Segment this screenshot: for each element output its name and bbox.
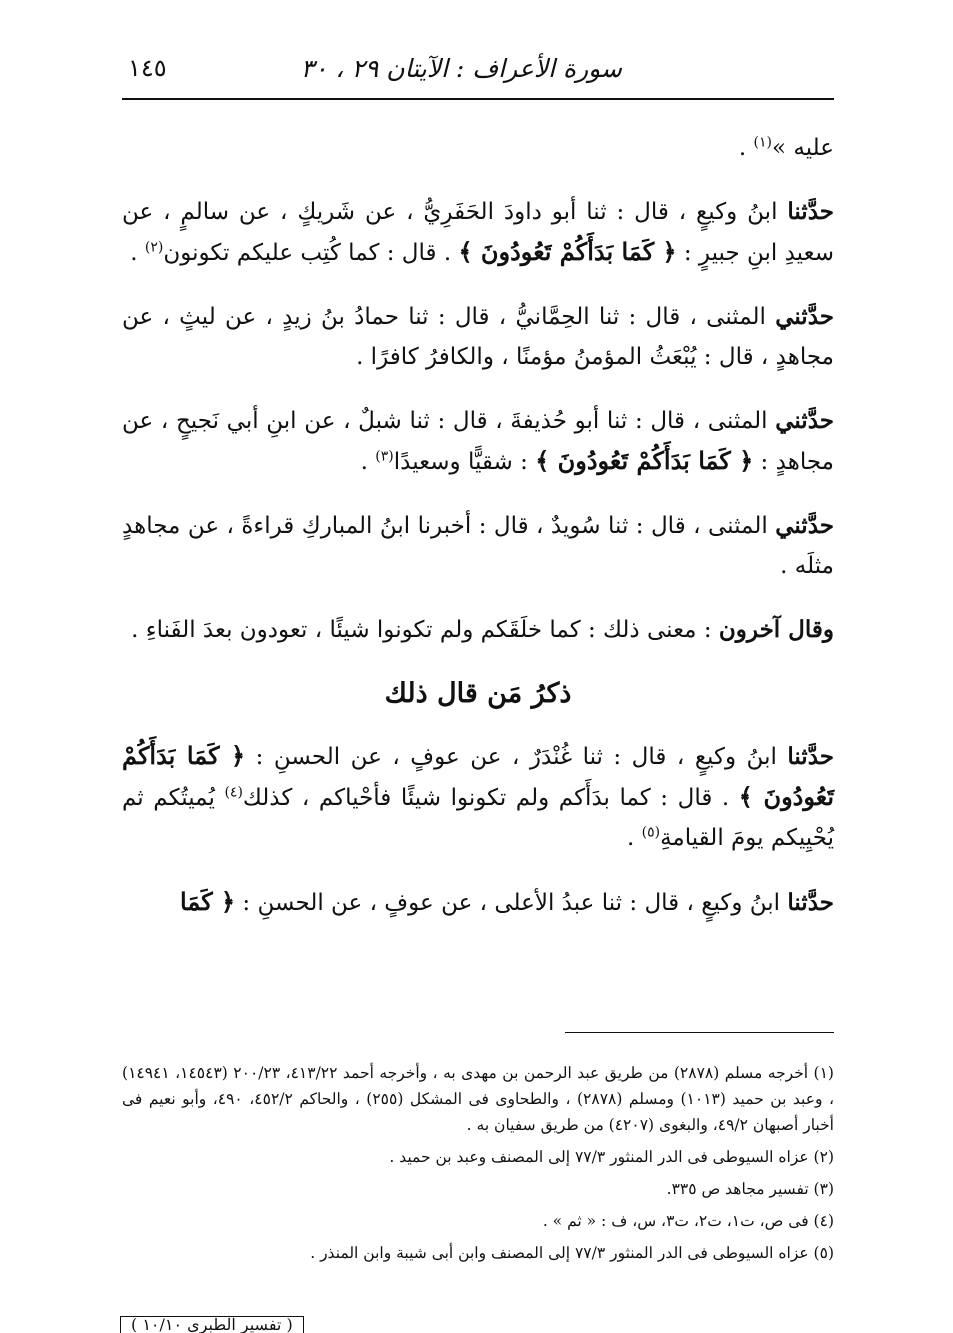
chain-lead: حدَّثنا: [787, 198, 834, 225]
running-title: سورة الأعراف : الآيتان ٢٩ ، ٣٠: [300, 54, 622, 83]
hadith-paragraph-1: حدَّثنا ابنُ وكيعٍ ، قال : ثنا أبو داودَ الحَفَرِيُّ ، عن شَريكٍ ، عن سالمٍ ، عن سعيدِ ابنِ جبيرٍ : ﴿ كَمَا بَدَأَكُمْ تَعُودُونَ ﴾ . قال : كما كُتِب عليكم تكونون$^{(٢)}$ .: [122, 198, 834, 266]
page-number: ١٤٥: [128, 54, 167, 82]
volume-reference: ( تفسير الطبرى ١٠/١٠ ): [120, 1316, 304, 1333]
footnotes: [122, 1060, 834, 1272]
quran-quote: ﴿ كَمَا بَدَأَكُمْ تَعُودُونَ ﴾: [122, 741, 835, 811]
footnote-ref-4[interactable]: (٤): [224, 784, 243, 801]
chain-lead: حدَّثنا: [787, 743, 834, 770]
footnote-2: (٢) عزاه السيوطى فى الدر المنثور ٧٧/٣ إلى المصنف وعبد بن حميد .: [389, 1148, 834, 1166]
hadith-paragraph-4: حدَّثني المثنى ، قال : ثنا سُويدٌ ، قال : أخبرنا ابنُ المباركِ قراءةً ، عن مجاهدٍ مثلَه .: [122, 512, 834, 579]
footnote-ref-2[interactable]: (٢): [144, 239, 164, 256]
hadith-paragraph-2: حدَّثني المثنى ، قال : ثنا الحِمَّانيُّ ، قال : ثنا حمادُ بنُ زيدٍ ، عن ليثٍ ، عن مجاهدٍ ، قال : يُبْعَثُ المؤمنُ مؤمنًا ، والكافرُ كافرًا .: [122, 303, 834, 370]
chain-lead: حدَّثني: [775, 303, 834, 330]
footnote-3: (٣) تفسير مجاهد ص ٣٣٥.: [666, 1180, 834, 1198]
chain-lead: حدَّثني: [775, 512, 834, 539]
main-text: [122, 128, 834, 947]
hadith-paragraph-5: حدَّثنا ابنُ وكيعٍ ، قال : ثنا غُنْدَرٌ ، عن عوفٍ ، عن الحسنِ : ﴿ كَمَا بَدَأَكُمْ تَعُودُونَ ﴾ . قال : كما بدَأَكم ولم تكونوا شيئًا فأحْياكم ، كذلك$^{(٤)}$ يُميتُكم ثم يُحْيِيكم يومَ القيامةِ$^{(٥)}$ .: [122, 741, 835, 851]
footnote-5: (٥) عزاه السيوطى فى الدر المنثور ٧٧/٣ إلى المصنف وابن أبى شيبة وابن المنذر .: [310, 1244, 834, 1262]
footnote-4: (٤) فى ص، ت١، ت٢، ت٣، س، ف : « ثم » .: [542, 1212, 834, 1230]
footnote-1: (١) أخرجه مسلم (٢٨٧٨) من طريق عبد الرحمن بن مهدى به ، وأخرجه أحمد ٤١٣/٢٢، ٢٠٠/٢٣ (١٤٥٤٣، ١٤٩٤١) ، وعبد بن حميد (١٠١٣) ومسلم (٢٨٧٨) ، والطحاوى فى المشكل (٢٥٥) ، والحاكم ٤٥٢/٢، ٤٩٠، وأبو نعيم فى أخبار أصبهان ٤٩/٢، والبغوى (٤٢٠٧) من طريق سفيان به .: [122, 1064, 834, 1134]
footnote-ref-3[interactable]: (٣): [375, 448, 394, 465]
page-header: [122, 40, 834, 100]
quran-quote: ﴿ كَمَا بَدَأَكُمْ تَعُودُونَ ﴾: [458, 237, 677, 266]
footnote-ref-5[interactable]: (٥): [641, 824, 661, 841]
footnote-divider: [565, 1032, 834, 1033]
chain-lead: حدَّثني: [775, 407, 834, 434]
chain-lead: وقال آخرون: [718, 616, 834, 643]
quran-quote: ﴿ كَمَا بَدَأَكُمْ تَعُودُونَ ﴾: [535, 446, 754, 475]
chain-lead: حدَّثنا: [787, 889, 834, 916]
hadith-paragraph-3: حدَّثني المثنى ، قال : ثنا أبو حُذيفةَ ، قال : ثنا شبلٌ ، عن ابنِ أبي نَجيحٍ ، عن مجاهدٍ : ﴿ كَمَا بَدَأَكُمْ تَعُودُونَ ﴾ : شقيًّا وسعيدًا$^{(٣)}$ .: [122, 407, 834, 475]
paragraph-continuation: عليه »$^{(١)}$ .: [738, 134, 834, 161]
opinion-paragraph: وقال آخرون : معنى ذلك : كما خلَقَكم ولم تكونوا شيئًا ، تعودون بعدَ الفَناءِ .: [131, 616, 834, 643]
quran-quote: ﴿ كَمَا: [180, 887, 236, 916]
section-heading: ذكرُ مَن قال ذلك: [384, 678, 572, 709]
hadith-paragraph-6: حدَّثنا ابنُ وكيعٍ ، قال : ثنا عبدُ الأعلى ، عن عوفٍ ، عن الحسنِ : ﴿ كَمَا: [180, 887, 834, 916]
footnote-ref-1[interactable]: (١): [753, 134, 772, 151]
